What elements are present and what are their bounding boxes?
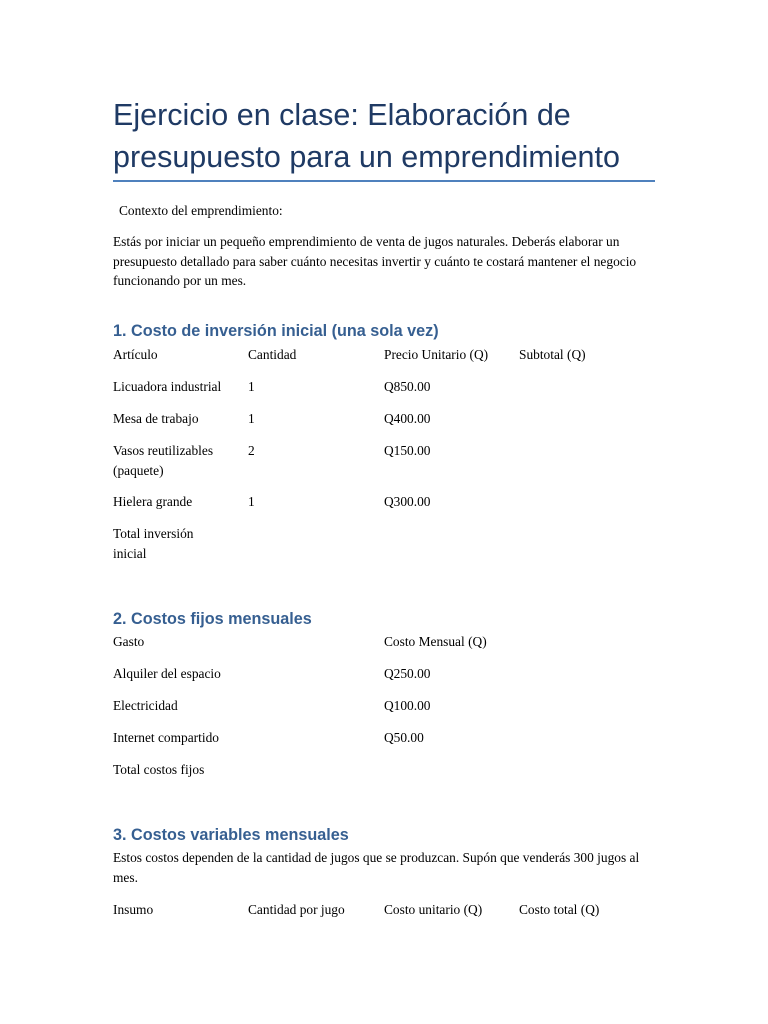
intro-paragraph: Estás por iniciar un pequeño emprendimiento de venta de jugos naturales. Deberás elaborar un presupuesto detallado para saber cuánto necesitas invertir y cuánto te costará mantener el negocio funcionando por un mes. xyxy=(113,234,637,288)
row-unit-price: Q400.00 xyxy=(384,411,431,426)
header-articulo: Artículo xyxy=(113,347,158,362)
document-title: Ejercicio en clase: Elaboración de presupuesto para un emprendimiento xyxy=(113,98,620,174)
title-underline xyxy=(113,180,655,182)
header-subtotal: Subtotal (Q) xyxy=(519,347,586,362)
section3-heading: 3. Costos variables mensuales xyxy=(113,826,349,844)
row-item: Hielera grande xyxy=(113,494,193,509)
header-precio-unitario: Precio Unitario (Q) xyxy=(384,347,489,362)
header-gasto: Gasto xyxy=(113,634,145,649)
row-quantity: 1 xyxy=(248,411,255,426)
header-costo-total: Costo total (Q) xyxy=(519,902,600,917)
total-label: Total inversión inicial xyxy=(113,526,194,561)
row-item: Vasos reutilizables (paquete) xyxy=(113,443,214,478)
row-unit-price: Q300.00 xyxy=(384,494,431,509)
row-item: Mesa de trabajo xyxy=(113,411,199,426)
section1-heading: 1. Costo de inversión inicial (una sola vez) xyxy=(113,322,439,340)
row-item: Licuadora industrial xyxy=(113,379,222,394)
row-monthly-cost: Q100.00 xyxy=(384,698,431,713)
row-expense: Electricidad xyxy=(113,698,178,713)
section3-description: Estos costos dependen de la cantidad de jugos que se produzcan. Supón que venderás 300 jugos al mes. xyxy=(113,850,640,885)
row-monthly-cost: Q250.00 xyxy=(384,666,431,681)
row-unit-price: Q150.00 xyxy=(384,443,431,458)
section2-heading: 2. Costos fijos mensuales xyxy=(113,610,312,628)
row-quantity: 2 xyxy=(248,443,255,458)
header-cantidad-por-jugo: Cantidad por jugo xyxy=(248,902,345,917)
header-cantidad: Cantidad xyxy=(248,347,297,362)
row-expense: Internet compartido xyxy=(113,730,219,745)
row-monthly-cost: Q50.00 xyxy=(384,730,424,745)
header-costo-mensual: Costo Mensual (Q) xyxy=(384,634,487,649)
header-insumo: Insumo xyxy=(113,902,154,917)
row-quantity: 1 xyxy=(248,494,255,509)
row-quantity: 1 xyxy=(248,379,255,394)
row-unit-price: Q850.00 xyxy=(384,379,431,394)
row-expense: Alquiler del espacio xyxy=(113,666,221,681)
total-label: Total costos fijos xyxy=(113,762,205,777)
header-costo-unitario: Costo unitario (Q) xyxy=(384,902,483,917)
context-label: Contexto del emprendimiento: xyxy=(119,203,283,218)
